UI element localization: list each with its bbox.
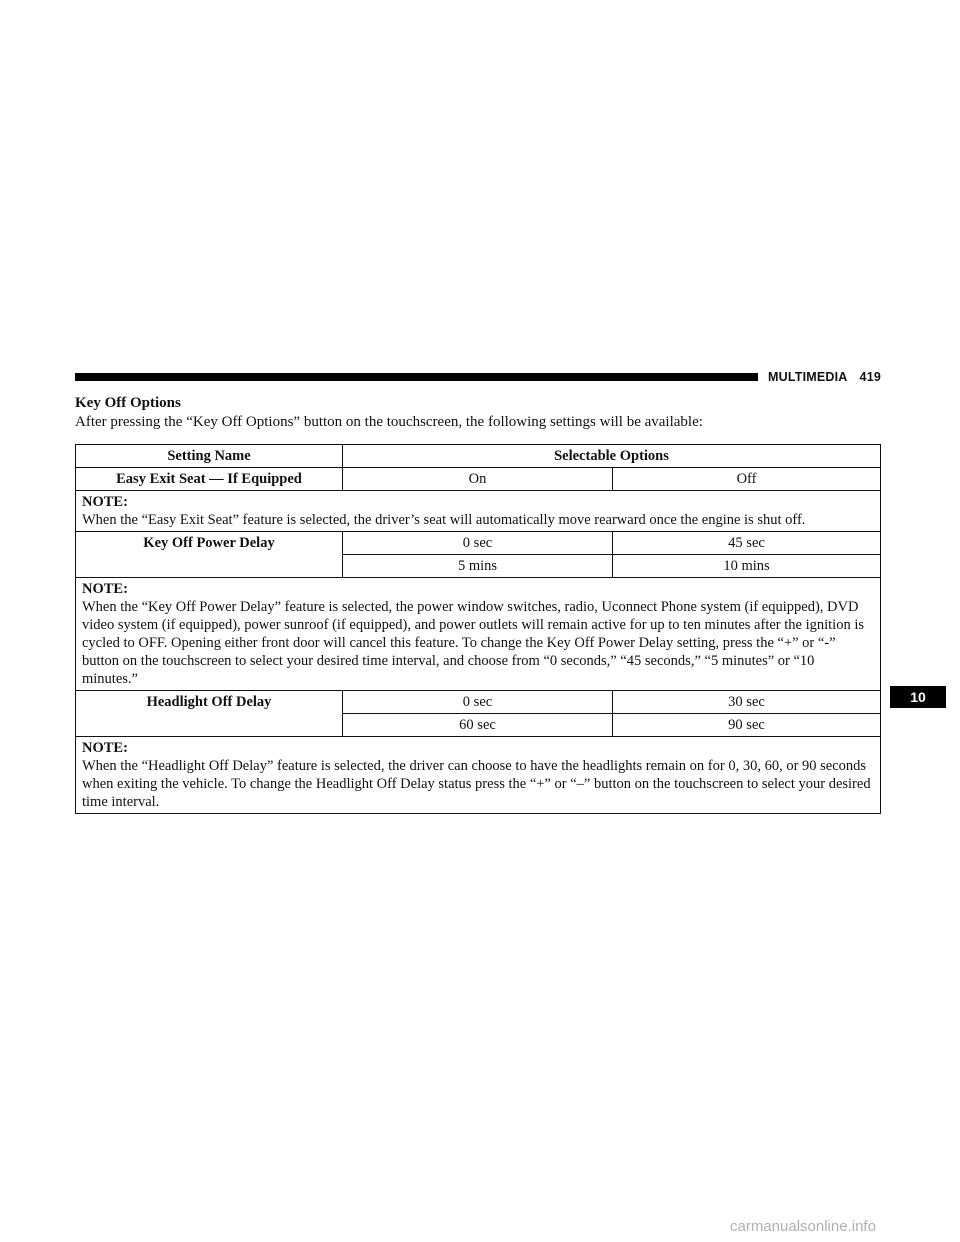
note-title: NOTE: [82, 581, 128, 597]
note-title: NOTE: [82, 740, 128, 756]
settings-table [75, 444, 881, 814]
note-title: NOTE: [82, 494, 128, 510]
note-easy-exit-seat [76, 491, 881, 532]
option-10-mins: 10 mins [613, 555, 881, 578]
chapter-tab: 10 [890, 686, 946, 708]
note-body: When the “Key Off Power Delay” feature is selected, the power window switches, radio, Uconnect Phone system (if equipped), DVD video system (if equipped), power sunroof (if equipped), and power outlets will remain active for up to ten minutes after the ignition is cycled to OFF. Opening either front door will cancel this feature. To change the Key Off Power Delay setting, press the “+” or “-” button on the touchscreen to select your desired time interval, and choose from “0 seconds,” “45 seconds,” “5 minutes” or “10 minutes.” [82, 599, 864, 687]
header-section-title: MULTIMEDIA [768, 370, 848, 384]
option-0-sec: 0 sec [343, 691, 613, 714]
option-0-sec: 0 sec [343, 532, 613, 555]
table-header-row [76, 445, 881, 468]
note-body: When the “Headlight Off Delay” feature is selected, the driver can choose to have the headlights remain on for 0, 30, 60, or 90 seconds when exiting the vehicle. To change the Headlight Off Delay status press the “+” or “–” button on the touchscreen to select your desired time interval. [82, 758, 871, 810]
option-on: On [343, 468, 613, 491]
section-heading: Key Off Options [75, 395, 181, 411]
option-60-sec: 60 sec [343, 714, 613, 737]
option-45-sec: 45 sec [613, 532, 881, 555]
note-row [76, 578, 881, 691]
table-row [76, 468, 881, 491]
page-number: 419 [859, 370, 882, 384]
header-setting-name: Setting Name [76, 445, 343, 468]
note-key-off-power-delay [76, 578, 881, 691]
note-headlight-off-delay [76, 737, 881, 814]
note-row [76, 491, 881, 532]
setting-easy-exit-seat: Easy Exit Seat — If Equipped [76, 468, 343, 491]
running-header [768, 369, 881, 385]
option-5-mins: 5 mins [343, 555, 613, 578]
note-row [76, 737, 881, 814]
setting-headlight-off-delay: Headlight Off Delay [76, 691, 343, 737]
setting-key-off-power-delay: Key Off Power Delay [76, 532, 343, 578]
option-30-sec: 30 sec [613, 691, 881, 714]
table-row [76, 691, 881, 714]
watermark: carmanualsonline.info [730, 1218, 876, 1235]
option-90-sec: 90 sec [613, 714, 881, 737]
header-rule [75, 373, 758, 381]
table-row [76, 532, 881, 555]
option-off: Off [613, 468, 881, 491]
header-selectable-options: Selectable Options [343, 445, 881, 468]
note-body: When the “Easy Exit Seat” feature is selected, the driver’s seat will automatically move rearward once the engine is shut off. [82, 512, 806, 528]
intro-paragraph: After pressing the “Key Off Options” button on the touchscreen, the following settings will be available: [75, 414, 703, 430]
